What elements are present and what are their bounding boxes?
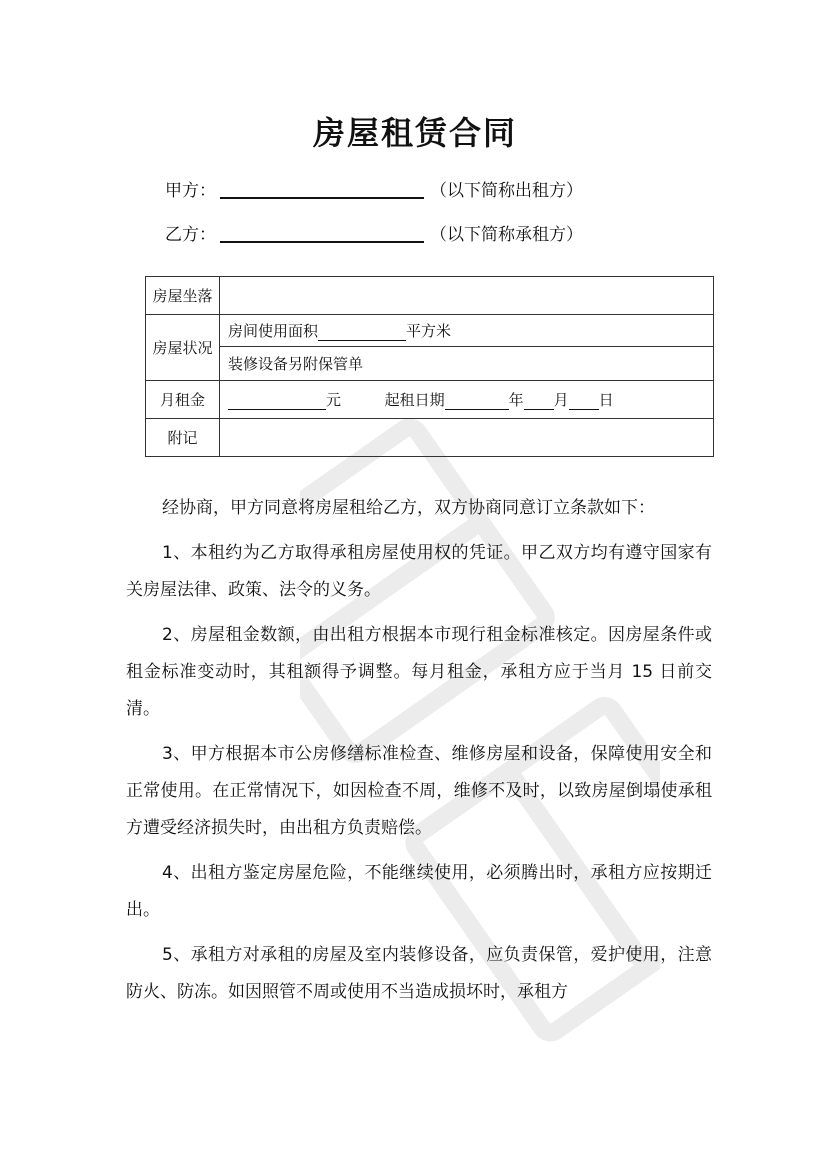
rent-unit: 元 [326, 391, 342, 409]
day-blank[interactable] [569, 393, 599, 410]
year-unit: 年 [508, 391, 524, 409]
intro-paragraph: 经协商，甲方同意将房屋租给乙方，双方协商同意订立条款如下： [162, 498, 655, 518]
party-b-blank[interactable] [220, 221, 424, 243]
table-row [146, 277, 714, 315]
party-a-blank[interactable] [220, 177, 424, 199]
clause-5: 5、承租方对承租的房屋及室内装修设备，应负责保管，爱护使用，注意防火、防冻。如因照管不周或使用不当造成损坏时，承租方 [126, 945, 712, 1002]
clause-2: 2、房屋租金数额，由出租方根据本市现行租金标准核定。因房屋条件或租金标准变动时，其租额得予调整。每月租金，承租方应于当月 15 日前交清。 [126, 625, 712, 719]
clause-4: 4、出租方鉴定房屋危险，不能继续使用，必须腾出时，承租方应按期迁出。 [126, 863, 712, 920]
area-unit: 平方米 [406, 322, 452, 340]
clause-1: 1、本租约为乙方取得承租房屋使用权的凭证。甲乙双方均有遵守国家有关房屋法律、政策、法令的义务。 [126, 543, 712, 600]
table-row [146, 419, 714, 457]
table-row [146, 347, 714, 381]
notes-field[interactable] [220, 419, 714, 457]
clause-3: 3、甲方根据本市公房修缮标准检查、维修房屋和设备，保障使用安全和正常使用。在正常情况下，如因检查不周，维修不及时，以致房屋倒塌使承租方遭受经济损失时，由出租方负责赔偿。 [126, 744, 712, 838]
rent-label: 月租金 [146, 381, 220, 419]
notes-label: 附记 [146, 419, 220, 457]
party-a-note: （以下简称出租方） [430, 181, 583, 201]
fixtures-note: 装修设备另附保管单 [220, 347, 714, 381]
start-date-label: 起租日期 [384, 391, 445, 409]
document-title: 房屋租赁合同 [312, 114, 517, 152]
property-info-table [145, 276, 714, 457]
status-label: 房屋状况 [146, 315, 220, 381]
party-a-label: 甲方： [165, 181, 216, 201]
table-row [146, 315, 714, 347]
rent-cell [220, 381, 714, 419]
rent-blank[interactable] [228, 393, 326, 410]
party-b-note: （以下简称承租方） [430, 225, 583, 245]
month-unit: 月 [553, 391, 569, 409]
month-blank[interactable] [524, 393, 554, 410]
area-cell [220, 315, 714, 347]
day-unit: 日 [598, 391, 614, 409]
area-prefix: 房间使用面积 [228, 322, 319, 340]
table-row [146, 381, 714, 419]
location-label: 房屋坐落 [146, 277, 220, 315]
contract-body [126, 490, 712, 1019]
area-blank[interactable] [318, 324, 406, 341]
location-field[interactable] [220, 277, 714, 315]
party-b-line [165, 220, 583, 245]
party-b-label: 乙方： [165, 225, 216, 245]
party-a-line [165, 176, 583, 201]
year-blank[interactable] [445, 393, 509, 410]
